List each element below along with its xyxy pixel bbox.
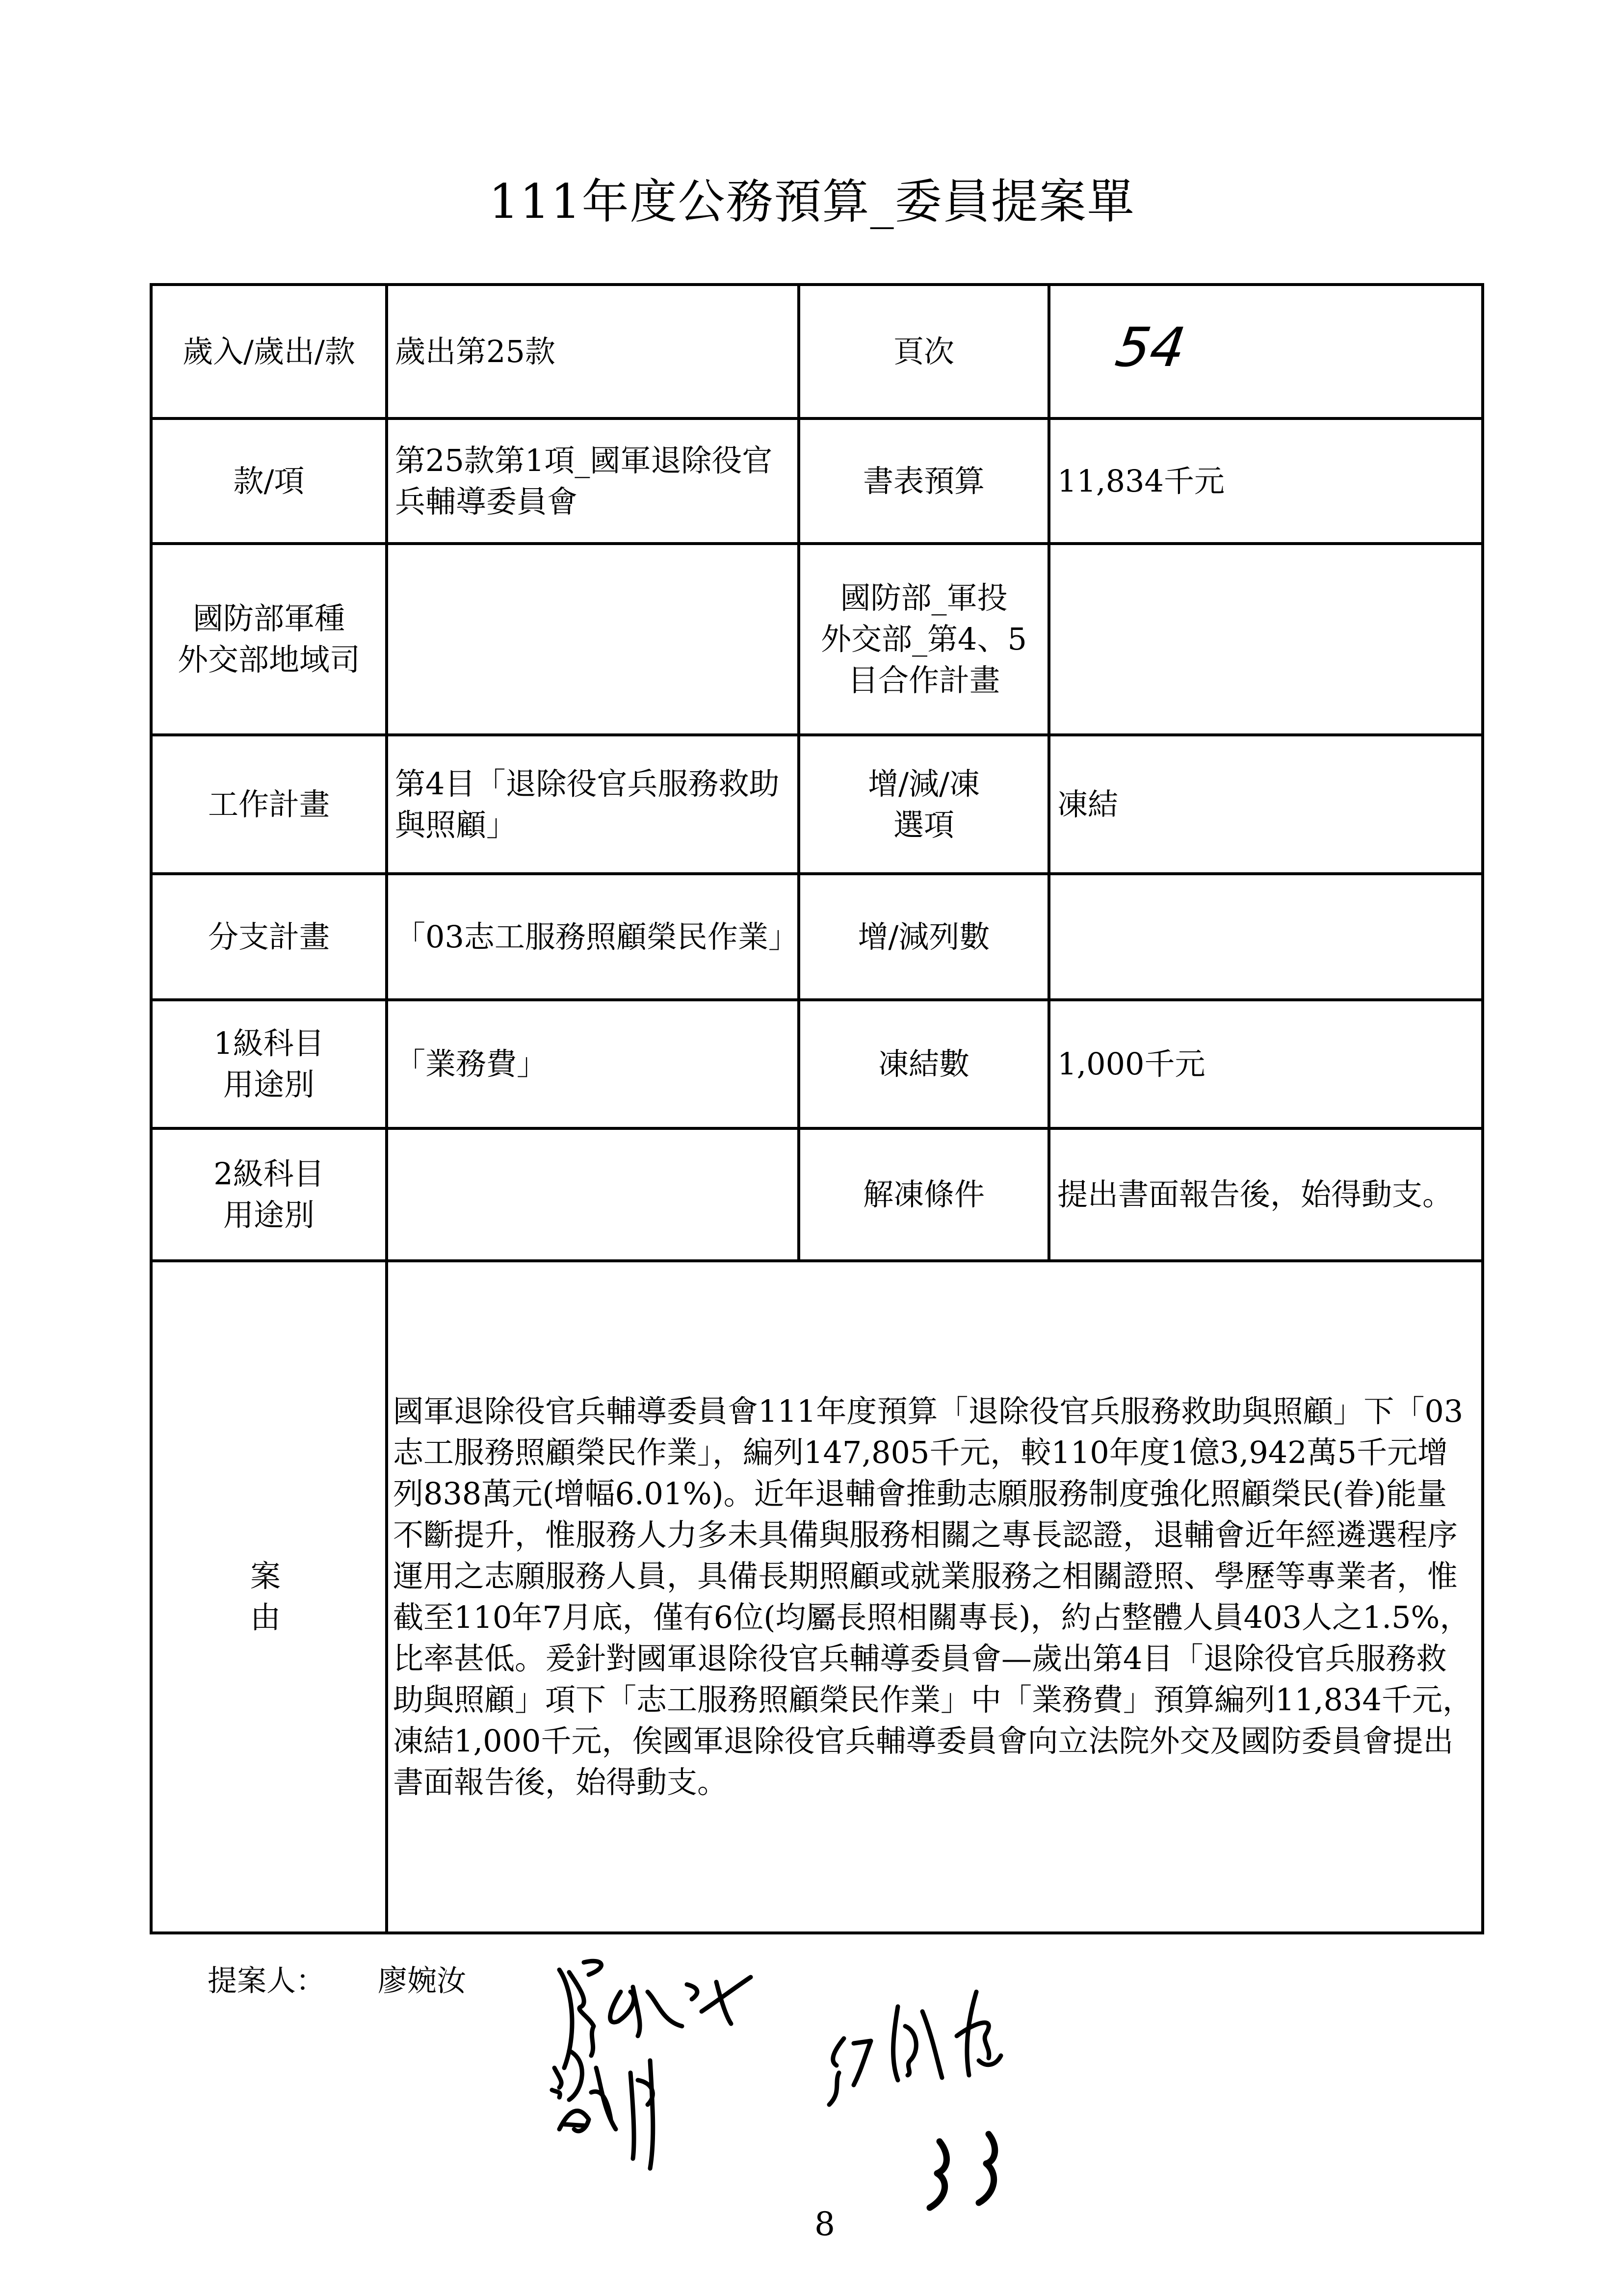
label-action-option-line1: 增/減/凍 bbox=[868, 765, 980, 802]
handwritten-number bbox=[930, 2134, 995, 2208]
label-unfreeze-condition: 解凍條件 bbox=[799, 1128, 1049, 1261]
value-reason: 國軍退除役官兵輔導委員會111年度預算「退除役官兵服務救助與照顧」下「03志工服務照顧榮民作業」，編列147,805千元，較110年度1億3,942萬5千元增列838萬元(增幅6.01%)。近年退輔會推動志願服務制度強化照顧榮民(眷)能量不斷提升，惟服務人力多未具備與服務相關之專長認證，退輔會近年經遴選程序運用之志願服務人員，具備長期照顧或就業服務之相關證照、學歷等專業者，惟截至110年7月底，僅有6位(均屬長照相關專長)，約占整體人員403人之1.5%，比率甚低。爰針對國軍退除役官兵輔導委員會—歲出第4目「退除役官兵服務救助與照顧」項下「志工服務照顧榮民作業」中「業務費」預算編列11,834千元，凍結1,000千元，俟國軍退除役官兵輔導委員會向立法院外交及國防委員會提出書面報告後，始得動支。 bbox=[387, 1261, 1483, 1933]
proposer-label: 提案人： bbox=[208, 1964, 325, 1998]
label-cooperation-plan-line3: 目合作計畫 bbox=[847, 662, 1000, 698]
label-level1-subject-line1: 1級科目 bbox=[213, 1025, 324, 1061]
label-action-option-line2: 選項 bbox=[893, 807, 954, 843]
value-item: 第25款第1項_國軍退除役官兵輔導委員會 bbox=[387, 418, 799, 544]
label-work-plan: 工作計畫 bbox=[151, 735, 387, 874]
value-revenue-expenditure: 歲出第25款 bbox=[387, 285, 799, 418]
label-level1-subject-line2: 用途別 bbox=[223, 1067, 314, 1102]
label-freeze-amount: 凍結數 bbox=[799, 1000, 1049, 1128]
label-branch-plan: 分支計畫 bbox=[151, 874, 387, 1000]
label-level2-subject-line1: 2級科目 bbox=[213, 1156, 324, 1192]
label-adjust-amount: 增/減列數 bbox=[799, 874, 1049, 1000]
label-reason: 案由 bbox=[151, 1261, 387, 1933]
signature-3 bbox=[829, 1992, 1001, 2105]
value-branch-plan: 「03志工服務照顧榮民作業」 bbox=[387, 874, 799, 1000]
value-level1-subject: 「業務費」 bbox=[387, 1000, 799, 1128]
label-cooperation-plan-line2: 外交部_第4、5 bbox=[821, 621, 1027, 657]
label-department-line1: 國防部軍種 bbox=[192, 600, 345, 636]
value-unfreeze-condition: 提出書面報告後，始得動支。 bbox=[1049, 1128, 1483, 1261]
value-work-plan: 第4目「退除役官兵服務救助與照顧」 bbox=[387, 735, 799, 874]
label-department-line2: 外交部地域司 bbox=[177, 642, 360, 678]
label-item: 款/項 bbox=[151, 418, 387, 544]
label-page: 頁次 bbox=[799, 285, 1049, 418]
value-freeze-amount: 1,000千元 bbox=[1049, 1000, 1483, 1128]
signature-1 bbox=[559, 1961, 751, 2068]
page-number: 8 bbox=[814, 2205, 835, 2243]
handwritten-page-number: 54 bbox=[1112, 316, 1189, 379]
value-statement-budget: 11,834千元 bbox=[1049, 418, 1483, 544]
proposer-name: 廖婉汝 bbox=[378, 1964, 466, 1998]
label-statement-budget: 書表預算 bbox=[799, 418, 1049, 544]
label-cooperation-plan-line1: 國防部_軍投 bbox=[840, 580, 1008, 616]
signature-2 bbox=[552, 2051, 653, 2168]
label-revenue-expenditure: 歲入/歲出/款 bbox=[151, 285, 387, 418]
document-title: 111年度公務預算_委員提案單 bbox=[489, 174, 1135, 229]
value-action-option: 凍結 bbox=[1049, 735, 1483, 874]
label-level2-subject-line2: 用途別 bbox=[223, 1197, 314, 1233]
